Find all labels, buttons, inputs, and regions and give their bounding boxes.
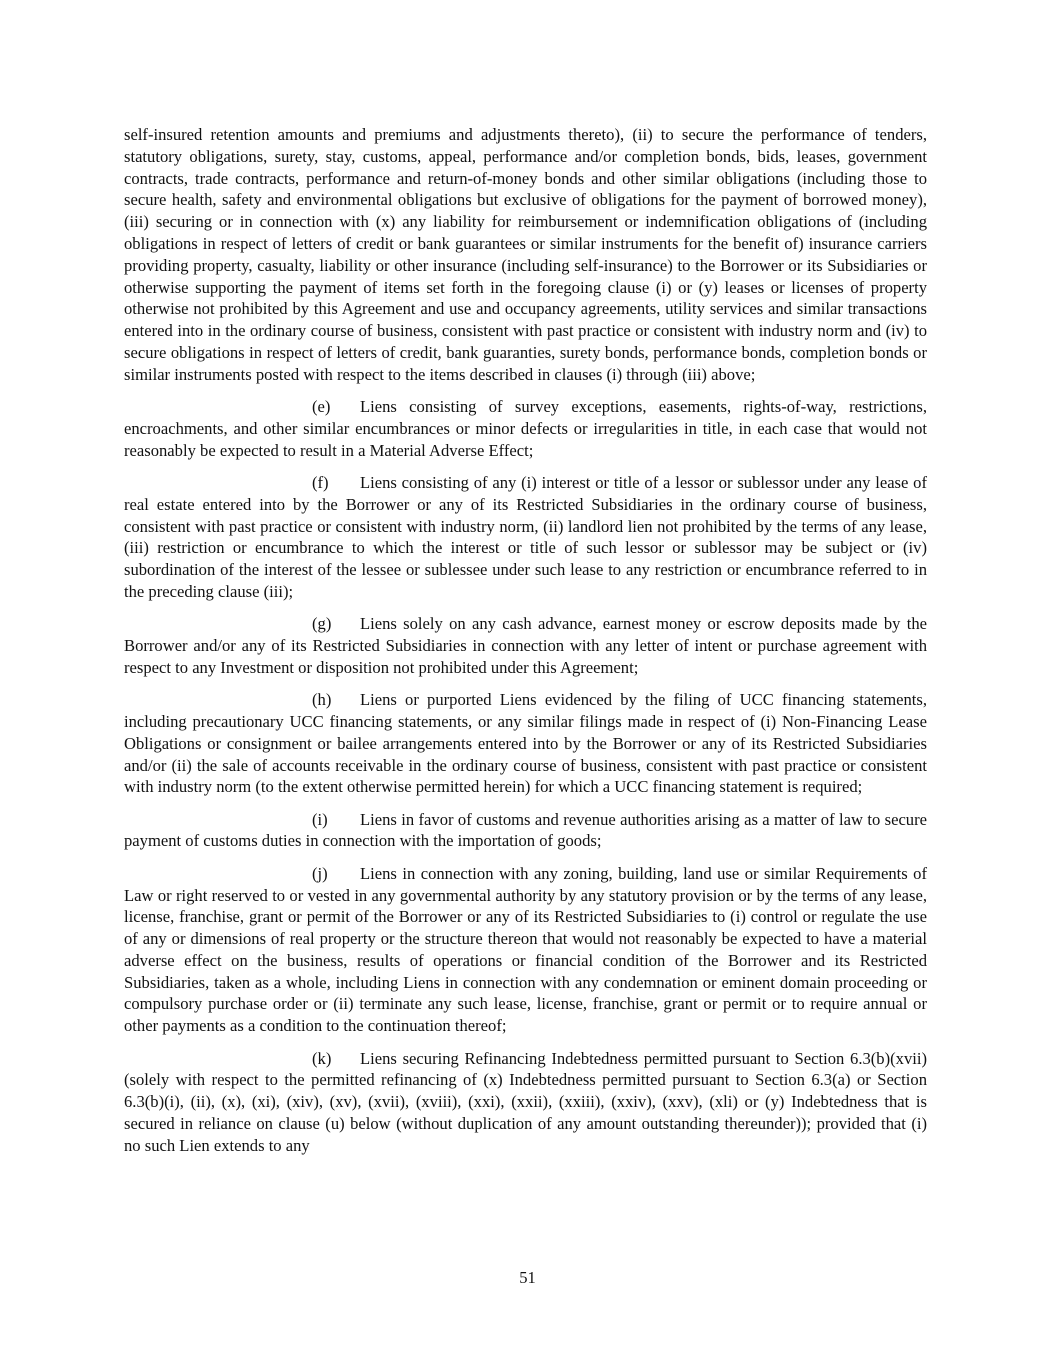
clause-g	[124, 613, 927, 678]
clause-text-g: Liens solely on any cash advance, earnest money or escrow deposits made by the Borrower and/or any of its Restricted Subsidiaries in connection with any letter of intent or purchase agreement with respect to any Investment or disposition not prohibited under this Agreement;	[124, 614, 927, 677]
clause-text-k: Liens securing Refinancing Indebtedness permitted pursuant to Section 6.3(b)(xvii) (solely with respect to the permitted refinancing of (x) Indebtedness permitted pursuant to Section 6.3(a) or Section 6.3(b)(i), (ii), (x), (xi), (xiv), (xv), (xvii), (xviii), (xxi), (xxii), (xxiii), (xxiv), (xxv), (xli) or (y) Indebtedness that is secured in reliance on clause (u) below (without duplication of any amount outstanding thereunder)); provided that (i) no such Lien extends to any	[124, 1048, 927, 1155]
clause-k	[124, 1048, 927, 1157]
clause-label-h: (h)	[312, 690, 332, 710]
clause-text-e: Liens consisting of survey exceptions, easements, rights-of-way, restrictions, encroachments, and other similar encumbrances or minor defects or irregularities in title, in each case that would not reasonably be expected to result in a Material Adverse Effect;	[124, 397, 927, 460]
clause-label-j: (j)	[312, 863, 328, 883]
clause-label-g: (g)	[312, 614, 332, 634]
clause-text-f: Liens consisting of any (i) interest or title of a lessor or sublessor under any lease of real estate entered into by the Borrower or any of its Restricted Subsidiaries in the ordinary course of business, consistent with past practice or consistent with industry norm, (ii) landlord lien not prohibited by the terms of any lease, (iii) restriction or encumbrance to which the interest or title of such lessor or sublessor may be subject or (iv) subordination of the interest of the lessee or sublessee under such lease to any restriction or encumbrance referred to in the preceding clause (iii);	[124, 472, 927, 601]
clause-f	[124, 472, 927, 603]
document-page	[124, 124, 927, 1167]
clause-label-f: (f)	[312, 472, 329, 492]
clause-text-j: Liens in connection with any zoning, building, land use or similar Requirements of Law or right reserved to or vested in any governmental authority by any statutory provision or by the terms of any lease, license, franchise, grant or permit of the Borrower or any of its Restricted Subsidiaries to (i) control or regulate the use of any or dimensions of real property or the structure thereon that would not reasonably be expected to have a material adverse effect on the business, results of operations or financial condition of the Borrower and its Restricted Subsidiaries, taken as a whole, including Liens in connection with any condemnation or eminent domain proceeding or compulsory purchase order or (ii) terminate any such lease, license, franchise, grant or permit or to require annual or other payments as a condition to the continuation thereof;	[124, 863, 927, 1036]
page-number: 51	[519, 1268, 536, 1287]
clause-text-h: Liens or purported Liens evidenced by the filing of UCC financing statements, including precautionary UCC financing statements, or any similar filings made in respect of (i) Non-Financing Lease Obligations or consignment or bailee arrangements entered into by the Borrower or any of its Restricted Subsidiaries and/or (ii) the sale of accounts receivable in the ordinary course of business, consistent with past practice or consistent with industry norm (to the extent otherwise permitted herein) for which a UCC financing statement is required;	[124, 690, 927, 797]
clause-e	[124, 396, 927, 461]
clause-label-e: (e)	[312, 397, 331, 417]
clause-i	[124, 809, 927, 853]
clause-label-i: (i)	[312, 809, 328, 829]
clause-text-i: Liens in favor of customs and revenue authorities arising as a matter of law to secure payment of customs duties in connection with the importation of goods;	[124, 809, 927, 851]
clause-label-k: (k)	[312, 1048, 332, 1068]
clause-h	[124, 689, 927, 798]
intro-paragraph: self-insured retention amounts and premiums and adjustments thereto), (ii) to secure the performance of tenders, statutory obligations, surety, stay, customs, appeal, performance and/or completion bonds, bids, leases, government contracts, trade contracts, performance and return-of-money bonds and other similar obligations (including those to secure health, safety and environmental obligations but exclusive of obligations for the payment of borrowed money), (iii) securing or in connection with (x) any liability for reimbursement or indemnification obligations of (including obligations in respect of letters of credit or bank guarantees or similar instruments for the benefit of) insurance carriers providing property, casualty, liability or other insurance (including self-insurance) to the Borrower or its Subsidiaries or otherwise supporting the payment of items set forth in the foregoing clause (i) or (y) leases or licenses of property otherwise not prohibited by this Agreement and use and occupancy agreements, utility services and similar transactions entered into in the ordinary course of business, consistent with past practice or consistent with industry norm and (iv) to secure obligations in respect of letters of credit, bank guaranties, surety bonds, performance bonds, completion bonds or similar instruments posted with respect to the items described in clauses (i) through (iii) above;	[124, 125, 927, 384]
clause-j	[124, 863, 927, 1037]
